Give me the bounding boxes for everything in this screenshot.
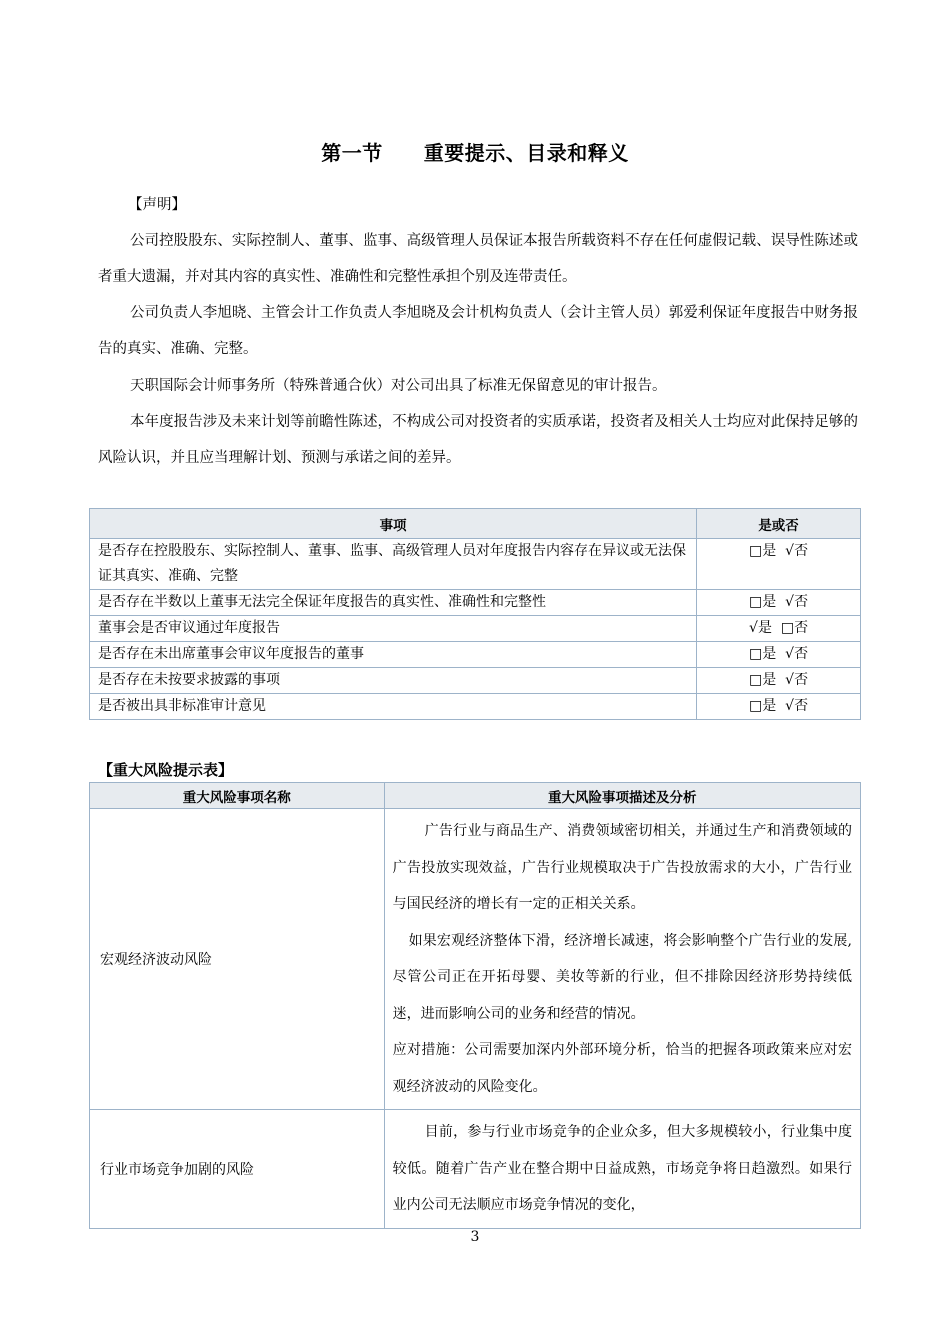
statement-heading: 【声明】 [128, 197, 186, 213]
table-row [90, 642, 861, 668]
matters-header-answer: 是或否 [697, 509, 861, 539]
statement-paragraph-1: 公司控股股东、实际控制人、董事、监事、高级管理人员保证本报告所载资料不存在任何虚假记载、误导性陈述或者重大遗漏，并对其内容的真实性、准确性和完整性承担个别及连带责任。 [98, 233, 858, 285]
table-row [90, 539, 861, 590]
section-title: 第一节 重要提示、目录和释义 [321, 141, 629, 165]
risk-name: 行业市场竞争加剧的风险 [90, 1110, 385, 1229]
risk-description [384, 809, 860, 1110]
statement-paragraph-2: 公司负责人李旭晓、主管会计工作负责人李旭晓及会计机构负责人（会计主管人员）郭爱利保证年度报告中财务报告的真实、准确、完整。 [98, 305, 858, 357]
table-row [90, 1110, 861, 1229]
risk-header-name: 重大风险事项名称 [90, 783, 385, 809]
risk-table [89, 782, 861, 1229]
risk-description-paragraph: 目前，参与行业市场竞争的企业众多，但大多规模较小，行业集中度较低。随着广告产业在整合期中日益成熟，市场竞争将日趋激烈。如果行业内公司无法顺应市场竞争情况的变化， [392, 1124, 852, 1213]
table-row [90, 694, 861, 720]
matter-answer: √是 □否 [697, 616, 861, 642]
risk-countermeasure: 应对措施：公司需要加深内外部环境分析，恰当的把握各项政策来应对宏观经济波动的风险变化。 [392, 1042, 852, 1095]
page-number: 3 [470, 1229, 480, 1245]
matter-item: 是否存在控股股东、实际控制人、董事、监事、高级管理人员对年度报告内容存在异议或无法保证其真实、准确、完整 [90, 539, 697, 590]
risk-description [384, 1110, 860, 1229]
table-row [90, 668, 861, 694]
risk-name: 宏观经济波动风险 [90, 809, 385, 1110]
matter-answer: □是 √否 [697, 642, 861, 668]
risk-description-paragraph: 如果宏观经济整体下滑，经济增长减速，将会影响整个广告行业的发展, 尽管公司正在开拓母婴、美妆等新的行业，但不排除因经济形势持续低迷，进而影响公司的业务和经营的情况。 [392, 932, 852, 1022]
table-row [90, 616, 861, 642]
matter-answer: □是 √否 [697, 590, 861, 616]
statement-paragraph-3: 天职国际会计师事务所（特殊普通合伙）对公司出具了标准无保留意见的审计报告。 [130, 378, 667, 394]
matter-item: 董事会是否审议通过年度报告 [90, 616, 697, 642]
matter-item: 是否存在半数以上董事无法完全保证年度报告的真实性、准确性和完整性 [90, 590, 697, 616]
matter-answer: □是 √否 [697, 668, 861, 694]
matter-answer: □是 √否 [697, 694, 861, 720]
matter-item: 是否存在未按要求披露的事项 [90, 668, 697, 694]
risk-description-paragraph: 广告行业与商品生产、消费领域密切相关，并通过生产和消费领域的广告投放实现效益，广告行业规模取决于广告投放需求的大小，广告行业与国民经济的增长有一定的正相关关系。 [392, 823, 852, 912]
risk-header-description: 重大风险事项描述及分析 [384, 783, 860, 809]
risk-table-heading: 【重大风险提示表】 [98, 761, 234, 779]
statement-paragraph-4: 本年度报告涉及未来计划等前瞻性陈述，不构成公司对投资者的实质承诺，投资者及相关人士均应对此保持足够的风险认识，并且应当理解计划、预测与承诺之间的差异。 [98, 414, 858, 466]
matter-item: 是否存在未出席董事会审议年度报告的董事 [90, 642, 697, 668]
matter-answer: □是 √否 [697, 539, 861, 590]
table-row [90, 809, 861, 1110]
table-row [90, 590, 861, 616]
matters-header-item: 事项 [90, 509, 697, 539]
matter-item: 是否被出具非标准审计意见 [90, 694, 697, 720]
matters-table [89, 508, 861, 720]
